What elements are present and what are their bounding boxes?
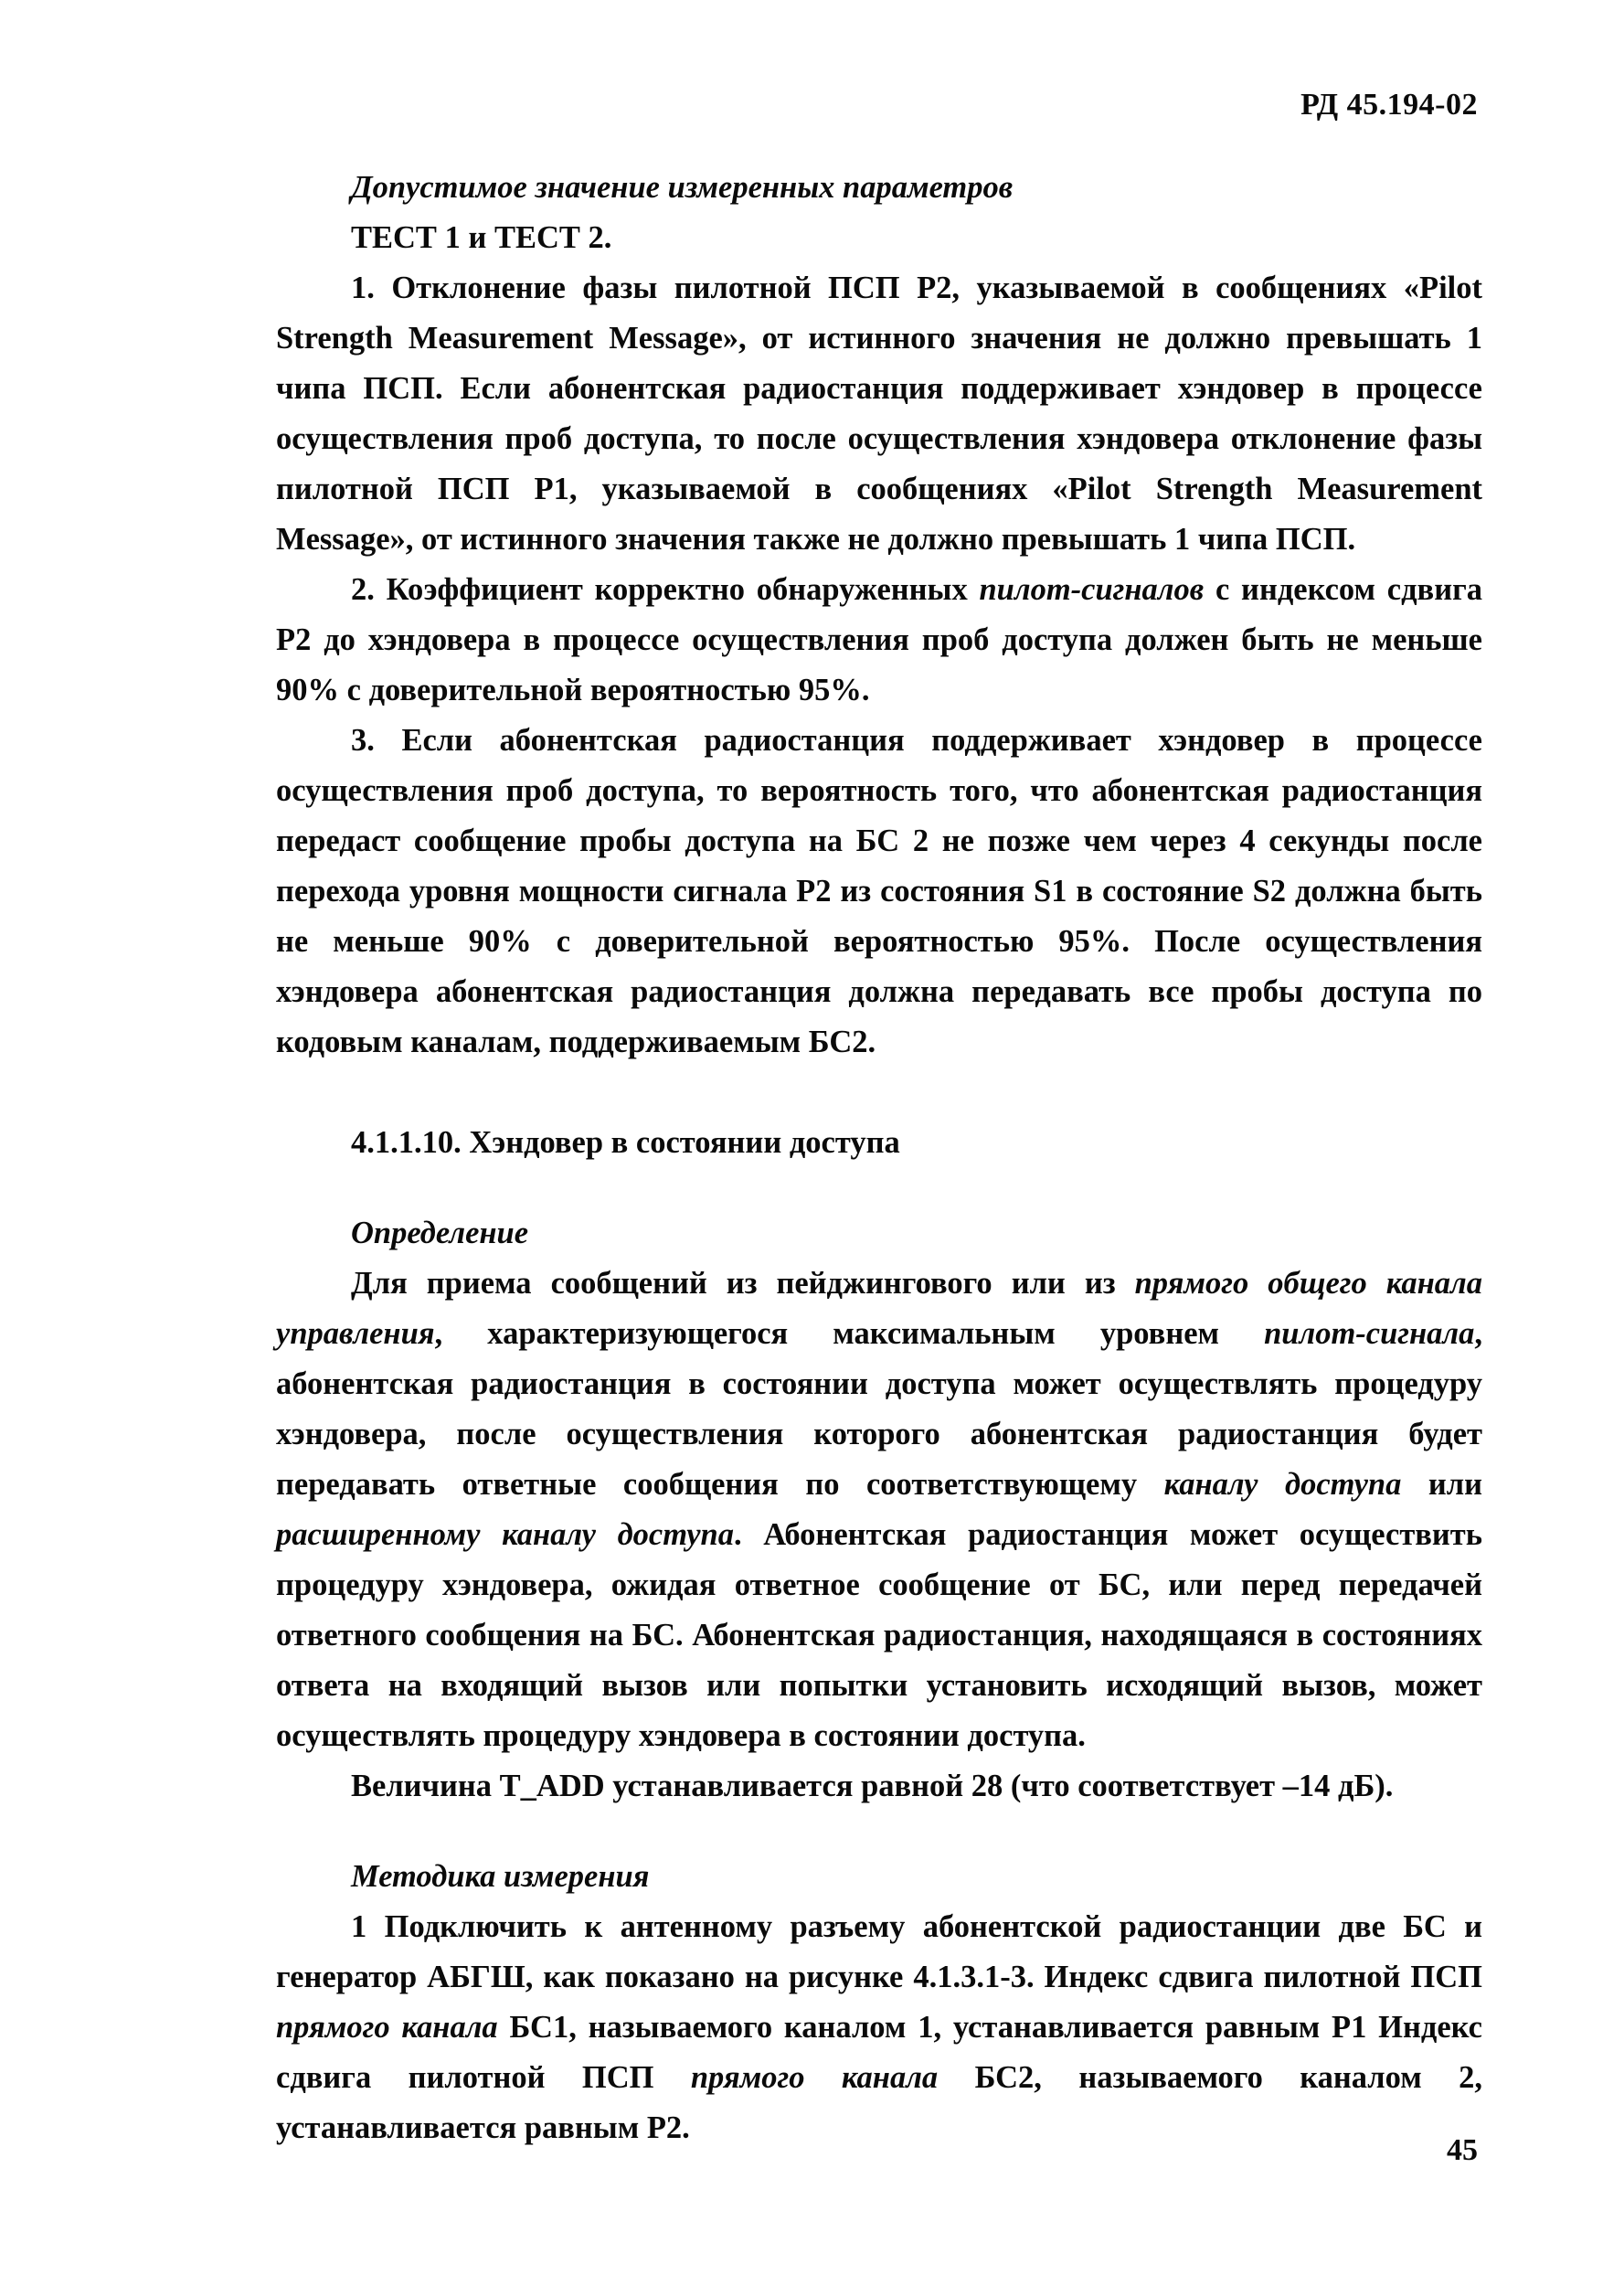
term-access-channel: каналу доступа: [1163, 1467, 1402, 1502]
text-run: , абонентская радиостанция в состоянии доступа может осуществлять процедуру хэндовера, после осуществления которого абонентская радиостанция будет передавать ответные сообщения по соответствующему: [276, 1316, 1482, 1502]
params-item-3: 3. Если абонентская радиостанция поддерживает хэндовер в процессе осуществления проб доступа, то вероятность того, что абонентская радиостанция передаст сообщение пробы доступа на БС 2 не позже чем через 4 секунды после перехода уровня мощности сигнала Р2 из состояния S1 в состояние S2 должна быть не меньше 90% с доверительной вероятностью 95%. После осуществления хэндовера абонентская радиостанция должна передавать все пробы доступа по кодовым каналам, поддерживаемым БС2.: [276, 723, 1482, 1059]
text-run: или: [1401, 1467, 1482, 1502]
text-run: . Абонентская радиостанция может осуществить процедуру хэндовера, ожидая ответное сообщение от БС, или перед передачей ответного сообщения на БС. Абонентская радиостанция, находящаяся в состояниях ответа на входящий вызов или попытки установить исходящий вызов, может осуществлять процедуру хэндовера в состоянии доступа.: [276, 1517, 1482, 1753]
term-forward-common-control-channel: прямого общего канала управления: [276, 1266, 1482, 1351]
params-item-2: [276, 565, 1482, 716]
text-run: с индексом сдвига Р2 до хэндовера в процессе осуществления проб доступа должен быть не меньше 90% с доверительной вероятностью 95%.: [276, 572, 1482, 707]
text-run: БС1, называемого каналом 1, устанавливается равным Р1 Индекс сдвига пилотной ПСП: [276, 2010, 1482, 2095]
definition-paragraph: [276, 1259, 1482, 1761]
text-run: 1 Подключить к антенному разъему абонентской радиостанции две БС и генератор АБГШ, как показано на рисунке 4.1.3.1-3. Индекс сдвига пилотной ПСП: [276, 1909, 1482, 1994]
definition-heading: Определение: [351, 1216, 529, 1250]
text-run: , характеризующегося максимальным уровнем: [434, 1316, 1265, 1351]
document-code: РД 45.194-02: [1300, 88, 1478, 122]
term-pilot-signal: пилот-сигнала: [1264, 1316, 1475, 1351]
term-enhanced-access-channel: расширенному каналу доступа: [276, 1517, 734, 1552]
text-run: Для приема сообщений из пейджингового или из: [351, 1266, 1135, 1301]
page-number: 45: [1447, 2133, 1478, 2167]
method-item-1: [276, 1902, 1482, 2153]
spacer: [276, 1812, 1482, 1852]
params-heading: Допустимое значение измеренных параметров: [351, 170, 1014, 205]
term-pilot-signals: пилот-сигналов: [979, 572, 1205, 607]
term-forward-channel: прямого канала: [690, 2060, 939, 2095]
spacer: [276, 1168, 1482, 1208]
page-content: [276, 163, 1482, 2153]
term-forward-channel: прямого канала: [276, 2010, 498, 2045]
text-run: БС2, называемого каналом 2, устанавливается равным Р2.: [276, 2060, 1482, 2145]
spacer: [276, 1068, 1482, 1118]
text-run: 2. Коэффициент корректно обнаруженных: [351, 572, 980, 607]
tests-line: ТЕСТ 1 и ТЕСТ 2.: [351, 220, 612, 255]
section-title: 4.1.1.10. Хэндовер в состоянии доступа: [351, 1125, 900, 1160]
t-add-paragraph: Величина T_ADD устанавливается равной 28 (что соответствует –14 дБ).: [351, 1769, 1394, 1803]
method-heading: Методика измерения: [351, 1859, 650, 1894]
params-item-1: 1. Отклонение фазы пилотной ПСП Р2, указываемой в сообщениях «Pilot Strength Measurement Message», от истинного значения не должно превышать 1 чипа ПСП. Если абонентская радиостанция поддерживает хэндовер в процессе осуществления проб доступа, то после осуществления хэндовера отклонение фазы пилотной ПСП Р1, указываемой в сообщениях «Pilot Strength Measurement Message», от истинного значения также не должно превышать 1 чипа ПСП.: [276, 271, 1482, 557]
